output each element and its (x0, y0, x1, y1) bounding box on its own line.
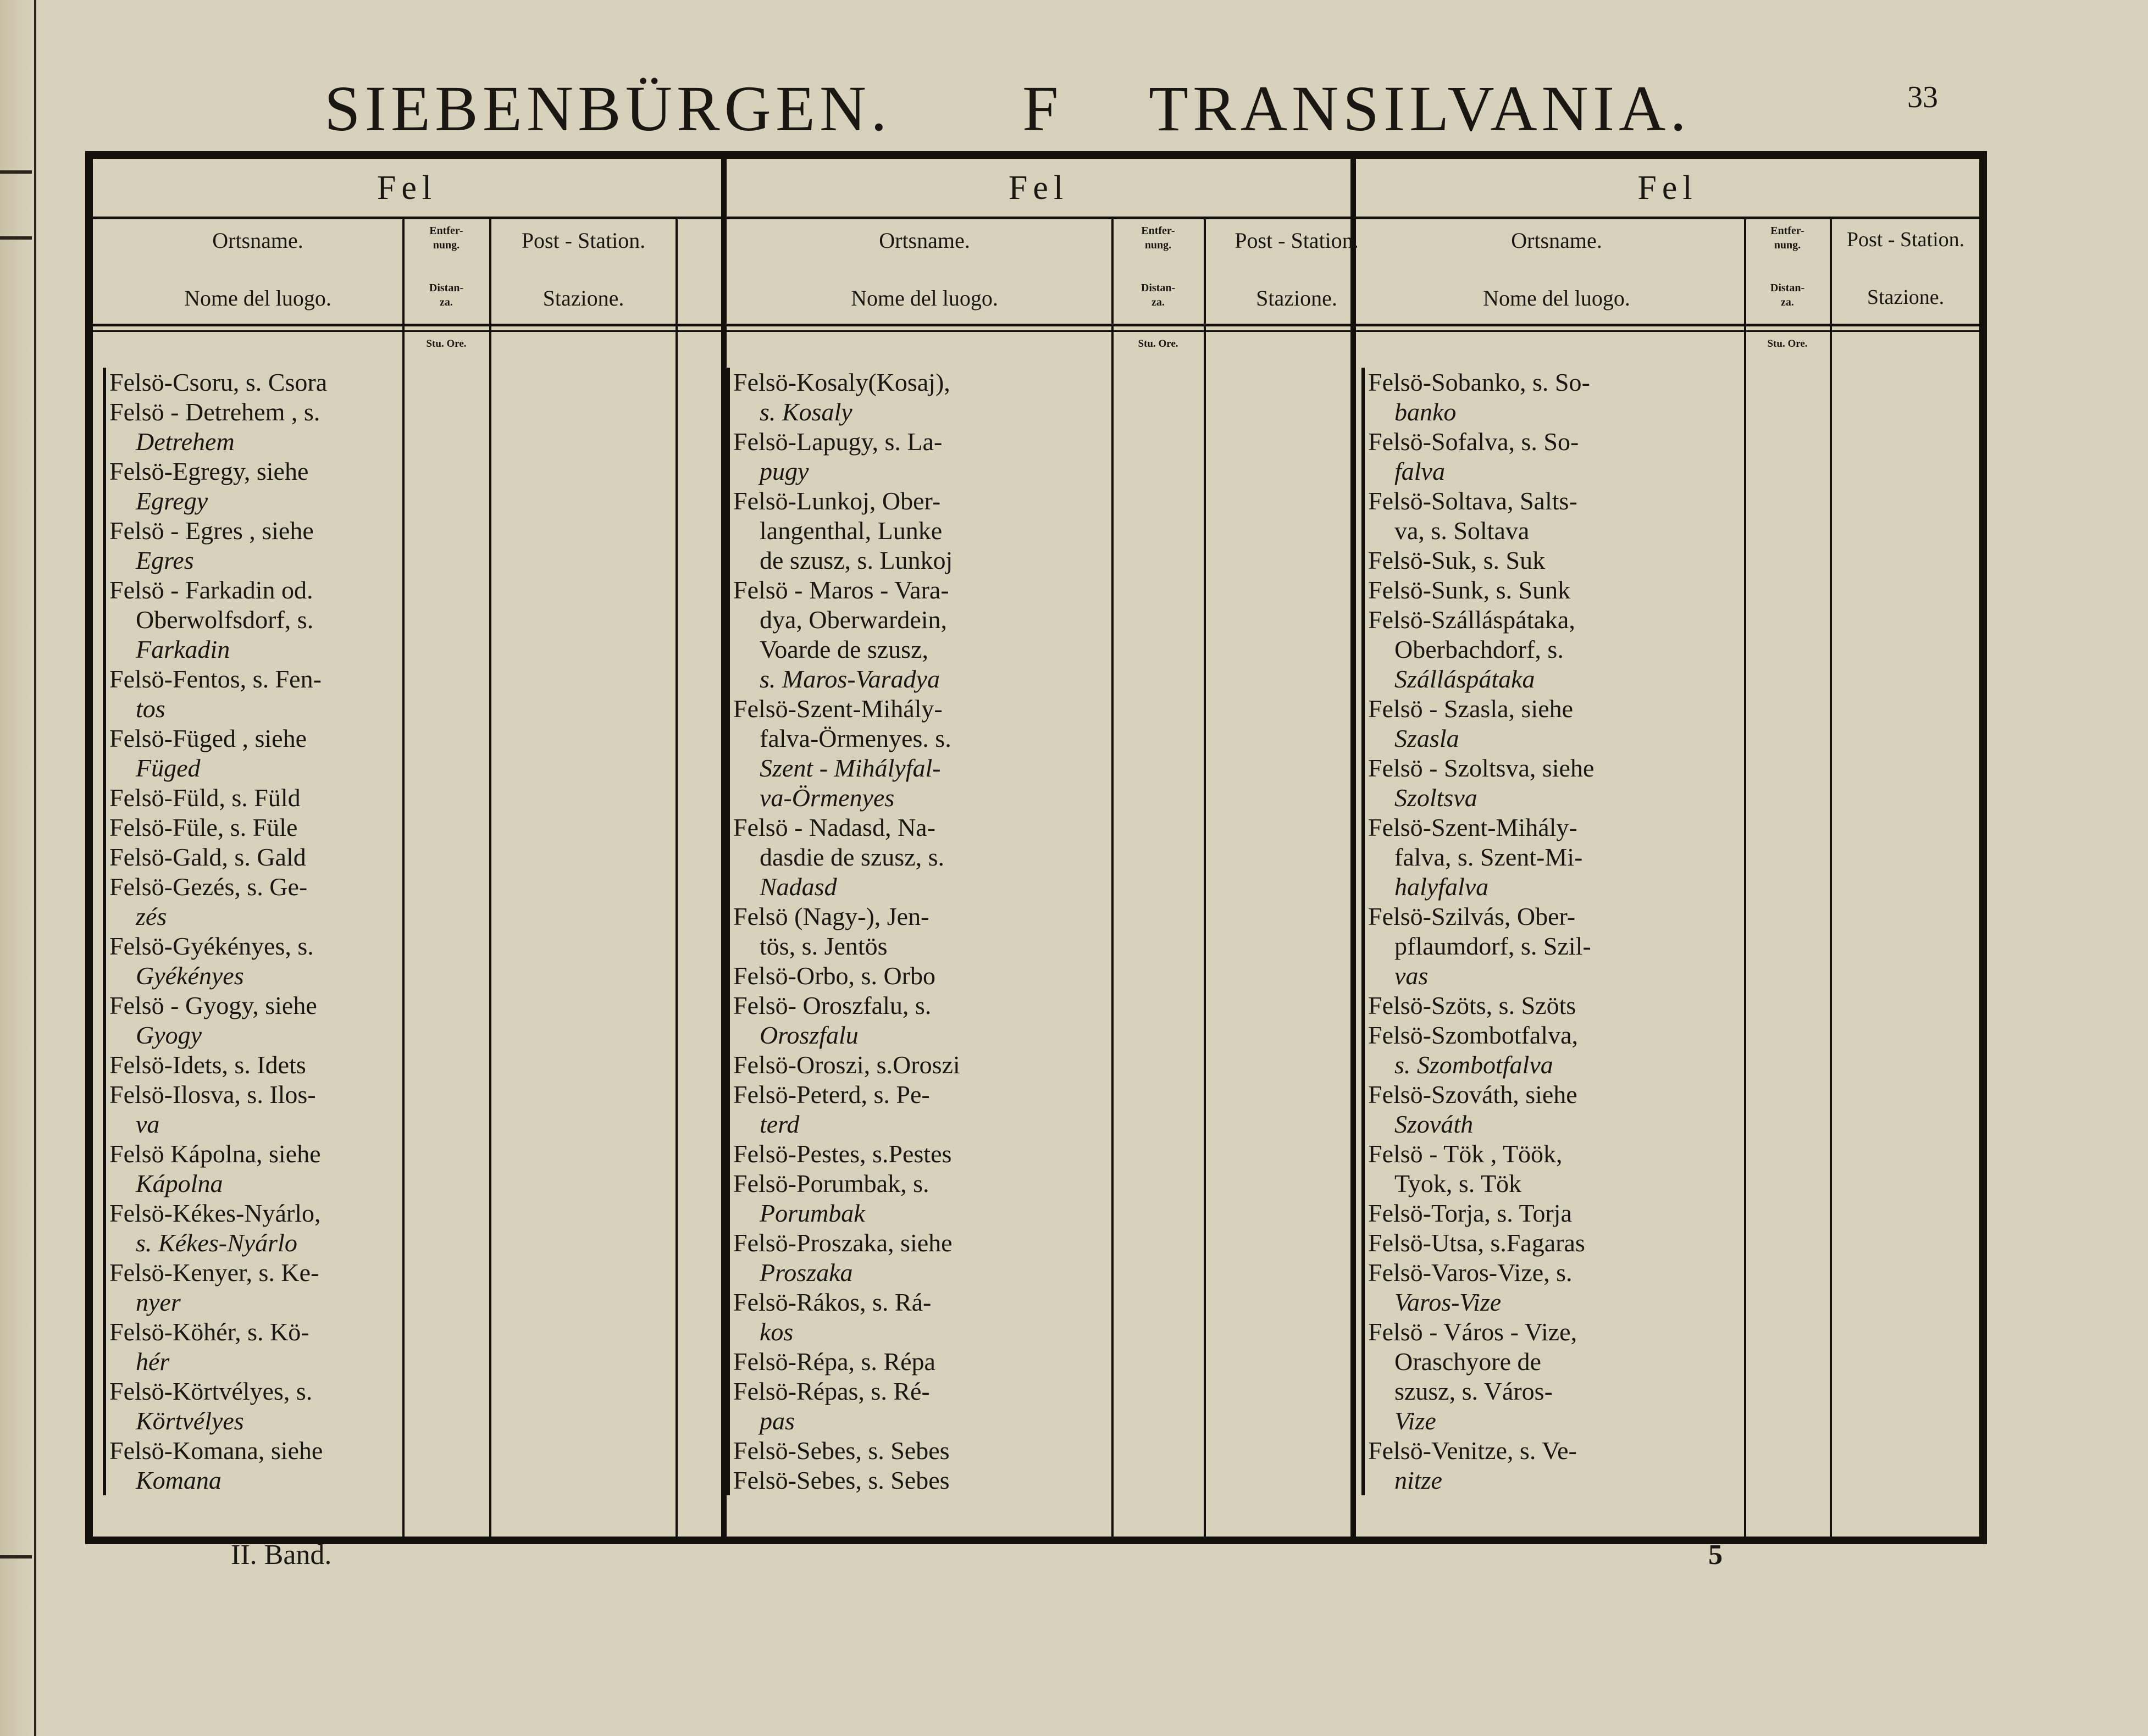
entry-line: Felsö-Komana, siehe (109, 1437, 323, 1465)
entry-line: Felsö - Szoltsva, siehe (1368, 754, 1595, 782)
header-rule (1356, 330, 1979, 332)
entry (1361, 546, 1744, 575)
entry (727, 1436, 1111, 1466)
entry-line: va-Örmenyes (760, 784, 895, 812)
entry-line: Felsö-Venitze, s. Ve- (1368, 1437, 1577, 1465)
entry-line: Nadasd (760, 873, 837, 901)
entry-line: Detrehem (136, 428, 235, 456)
entry-line: Felsö - Nadasd, Na- (733, 813, 935, 841)
entry-line: Szoltsva (1394, 784, 1477, 812)
entry-line: pas (760, 1407, 795, 1435)
column-rule (402, 217, 405, 1544)
entry (1361, 1258, 1744, 1317)
entry-line: Felsö-Oroszi, s.Oroszi (733, 1051, 960, 1079)
section-letter: Fel (1008, 169, 1069, 207)
entry-line: Felsö - Farkadin od. (109, 576, 313, 604)
entry (727, 1347, 1111, 1377)
entry-line: vas (1394, 962, 1429, 990)
entry-line: Felsö-Sofalva, s. So- (1368, 428, 1579, 456)
entry-line: s. Szombotfalva (1394, 1051, 1553, 1079)
entry-line: Proszaka (760, 1258, 853, 1286)
entry-line: Felsö-Köhér, s. Kö- (109, 1318, 309, 1346)
entry (1361, 486, 1744, 546)
entry-line: Felsö-Fentos, s. Fen- (109, 665, 322, 693)
entry-line: Felsö-Szöts, s. Szöts (1368, 991, 1576, 1019)
entry (727, 902, 1111, 961)
entry-line: Felsö-Füle, s. Füle (109, 813, 298, 841)
page-header (324, 71, 1753, 148)
header-rule (93, 330, 721, 332)
entry (727, 961, 1111, 991)
entry-line: zés (136, 902, 167, 930)
book-gutter (0, 0, 36, 1736)
col-post-station: Post - Station. (1234, 228, 1359, 253)
column-rule (1830, 217, 1832, 1544)
entry-line: Felsö-Peterd, s. Pe- (733, 1080, 930, 1108)
entry (103, 991, 402, 1050)
panel-3 (1356, 159, 1979, 1537)
entry (1361, 605, 1744, 694)
register-table (85, 151, 1987, 1544)
entry-line: Voarde de szusz, (760, 635, 928, 663)
entry (727, 1080, 1111, 1139)
col-distanza: Distan- za. (429, 282, 464, 308)
entry-line: Felsö-Pestes, s.Pestes (733, 1140, 952, 1168)
entry (1361, 1020, 1744, 1080)
entry-line: Felsö-Sunk, s. Sunk (1368, 576, 1571, 604)
entry-line: s. Kékes-Nyárlo (136, 1229, 297, 1257)
entry-line: va (136, 1110, 160, 1138)
col-nome: Nome del luogo. (851, 286, 998, 310)
stu-ore-label: Stu. Ore. (426, 338, 467, 350)
entry-line: kos (760, 1318, 794, 1346)
entry (103, 842, 402, 872)
entry-line: Varos-Vize (1394, 1288, 1502, 1316)
entry (727, 368, 1111, 427)
signature-mark: 5 (1708, 1539, 1723, 1571)
entry (103, 783, 402, 813)
entry (103, 397, 402, 457)
panel-separator (721, 159, 727, 1537)
col-entfernung: Entfer- nung. (1141, 225, 1175, 251)
entry-line: Felsö-Proszaka, siehe (733, 1229, 953, 1257)
col-entfernung: Entfer- nung. (1770, 225, 1804, 251)
entry-line: Felsö - Szasla, siehe (1368, 695, 1574, 723)
entry (727, 427, 1111, 486)
header-rule (1356, 217, 1979, 219)
entry-line: Komana (136, 1466, 222, 1494)
entry (727, 1228, 1111, 1288)
entry (103, 931, 402, 991)
entry-line: Felsö-Csoru, s. Csora (109, 368, 328, 396)
entry (103, 368, 402, 397)
entry (1361, 427, 1744, 486)
entry-line: Felsö-Egregy, siehe (109, 457, 309, 485)
column-rule (1204, 217, 1206, 1544)
entry-line: Felsö-Gald, s. Gald (109, 843, 306, 871)
entry-line: falva (1394, 457, 1445, 485)
column-rule (676, 217, 678, 1544)
entry-line: Felsö-Porumbak, s. (733, 1169, 929, 1197)
header-rule (1356, 324, 1979, 326)
entry-line: pugy (760, 457, 809, 485)
entry-line: Felsö-Varos-Vize, s. (1368, 1258, 1573, 1286)
entry (727, 1139, 1111, 1169)
entry-line: Felsö-Szováth, siehe (1368, 1080, 1577, 1108)
entry (727, 991, 1111, 1050)
entry (103, 1050, 402, 1080)
panel-1 (93, 159, 721, 1537)
col-nome: Nome del luogo. (1483, 286, 1630, 310)
stu-ore-label: Stu. Ore. (1138, 338, 1178, 350)
page-number: 33 (1907, 80, 1938, 114)
entry-line: Szent - Mihályfal- (760, 754, 941, 782)
volume-label: II. Band. (231, 1539, 332, 1571)
entry-line: Felsö-Gyékényes, s. (109, 932, 314, 960)
entry-line: Egres (136, 546, 194, 574)
entry (1361, 575, 1744, 605)
entry-line: Felsö - Egres , siehe (109, 517, 314, 545)
entry-line: Felsö-Ilosva, s. Ilos- (109, 1080, 316, 1108)
entry (727, 813, 1111, 902)
entry-line: Oberbachdorf, s. (1394, 635, 1564, 663)
entry-line: Felsö-Sebes, s. Sebes (733, 1437, 950, 1465)
entry (727, 694, 1111, 813)
entry (103, 457, 402, 516)
header-title-right: TRANSILVANIA. (1149, 73, 1691, 145)
column-rule (1111, 217, 1114, 1544)
entry (1361, 1199, 1744, 1228)
panel-separator (1350, 159, 1356, 1537)
entry-line: Felsö-Szent-Mihály- (1368, 813, 1577, 841)
column-rule (489, 217, 491, 1544)
entry-line: Felsö Kápolna, siehe (109, 1140, 321, 1168)
entry-line: Felsö-Szálláspátaka, (1368, 606, 1575, 634)
entry (103, 575, 402, 664)
entry-list (103, 368, 402, 1495)
col-stazione: Stazione. (1867, 286, 1945, 309)
entry (103, 1377, 402, 1436)
entry-line: Felsö- Oroszfalu, s. (733, 991, 932, 1019)
col-stazione: Stazione. (542, 286, 624, 310)
entry (103, 664, 402, 724)
entry-line: Felsö-Soltava, Salts- (1368, 487, 1577, 515)
entry-line: Felsö-Kosaly(Kosaj), (733, 368, 950, 396)
entry-line: Szasla (1394, 724, 1459, 752)
entry-line: Oraschyore de (1394, 1347, 1541, 1376)
entry (1361, 368, 1744, 427)
entry-line: Felsö-Szent-Mihály- (733, 695, 943, 723)
entry-line: Felsö - Város - Vize, (1368, 1318, 1577, 1346)
entry-line: Felsö-Idets, s. Idets (109, 1051, 306, 1079)
entry-list (727, 368, 1111, 1495)
gutter-mark (0, 236, 32, 240)
entry-line: Felsö-Füld, s. Füld (109, 784, 301, 812)
header-rule (727, 324, 1350, 326)
entry (103, 1258, 402, 1317)
col-post-station: Post - Station. (521, 228, 646, 253)
gutter-mark (0, 170, 32, 174)
entry-line: va, s. Soltava (1394, 517, 1530, 545)
entry (727, 1466, 1111, 1495)
entry-line: Felsö - Maros - Vara- (733, 576, 949, 604)
col-nome: Nome del luogo. (184, 286, 331, 310)
entry-line: s. Maros-Varadya (760, 665, 940, 693)
section-letter: Fel (377, 169, 438, 207)
entry (1361, 1317, 1744, 1436)
entry-line: Felsö-Kenyer, s. Ke- (109, 1258, 319, 1286)
entry (103, 1080, 402, 1139)
entry-line: tös, s. Jentös (760, 932, 888, 960)
column-rule (1744, 217, 1746, 1544)
entry-line: Felsö-Lapugy, s. La- (733, 428, 943, 456)
section-letter: Fel (1637, 169, 1698, 207)
header-rule (727, 330, 1350, 332)
entry-line: hér (136, 1347, 170, 1376)
entry-line: Felsö - Gyogy, siehe (109, 991, 317, 1019)
entry (1361, 991, 1744, 1020)
header-title-center: F (1022, 73, 1063, 145)
entry-line: Gyogy (136, 1021, 202, 1049)
entry-line: Körtvélyes (136, 1407, 244, 1435)
entry-line: Felsö-Sobanko, s. So- (1368, 368, 1590, 396)
entry-line: Oberwolfsdorf, s. (136, 606, 314, 634)
entry-line: nitze (1394, 1466, 1442, 1494)
entry-line: nyer (136, 1288, 181, 1316)
entry (727, 1377, 1111, 1436)
col-post-station: Post - Station. (1846, 228, 1965, 251)
entry (1361, 694, 1744, 753)
entry (1361, 753, 1744, 813)
stu-ore-label: Stu. Ore. (1767, 338, 1808, 350)
entry-line: Felsö-Torja, s. Torja (1368, 1199, 1572, 1227)
entry-line: Felsö-Suk, s. Suk (1368, 546, 1546, 574)
entry (1361, 1080, 1744, 1139)
entry-line: langenthal, Lunke (760, 517, 943, 545)
entry (103, 516, 402, 575)
entry-line: Felsö-Füged , siehe (109, 724, 307, 752)
entry-line: Kápolna (136, 1169, 223, 1197)
entry (103, 1317, 402, 1377)
entry (1361, 902, 1744, 991)
entry-line: Felsö-Szilvás, Ober- (1368, 902, 1576, 930)
header-rule (93, 217, 721, 219)
entry-line: falva, s. Szent-Mi- (1394, 843, 1583, 871)
entry (103, 1199, 402, 1258)
entry-line: Felsö-Orbo, s. Orbo (733, 962, 935, 990)
entry-line: pflaumdorf, s. Szil- (1394, 932, 1591, 960)
entry-line: Farkadin (136, 635, 230, 663)
entry (727, 1050, 1111, 1080)
entry-line: Gyékényes (136, 962, 244, 990)
entry-line: Vize (1394, 1407, 1436, 1435)
entry-line: de szusz, s. Lunkoj (760, 546, 953, 574)
entry-line: Felsö-Répas, s. Ré- (733, 1377, 930, 1405)
gutter-mark (0, 1555, 32, 1558)
entry (103, 724, 402, 783)
header-title-left: SIEBENBÜRGEN. (324, 73, 892, 145)
entry-line: Felsö-Körtvélyes, s. (109, 1377, 313, 1405)
entry-line: Porumbak (760, 1199, 865, 1227)
entry (727, 1169, 1111, 1228)
entry (103, 1139, 402, 1199)
entry (727, 575, 1111, 694)
entry-line: Felsö-Lunkoj, Ober- (733, 487, 941, 515)
entry (727, 1288, 1111, 1347)
col-ortsname: Ortsname. (1511, 228, 1602, 253)
entry-line: banko (1394, 398, 1457, 426)
entry-line: terd (760, 1110, 800, 1138)
entry-line: dasdie de szusz, s. (760, 843, 944, 871)
entry (1361, 1436, 1744, 1495)
entry (1361, 1228, 1744, 1258)
entry-line: Felsö-Kékes-Nyárlo, (109, 1199, 321, 1227)
entry (1361, 813, 1744, 902)
col-distanza: Distan- za. (1141, 282, 1176, 308)
col-entfernung: Entfer- nung. (429, 225, 463, 251)
entry-line: Felsö - Detrehem , s. (109, 398, 320, 426)
entry-line: szusz, s. Város- (1394, 1377, 1553, 1405)
entry-line: Egregy (136, 487, 208, 515)
entry-line: Szováth (1394, 1110, 1474, 1138)
entry (727, 486, 1111, 575)
panel-2 (727, 159, 1359, 1537)
entry-line: Felsö-Rákos, s. Rá- (733, 1288, 932, 1316)
entry-line: dya, Oberwardein, (760, 606, 948, 634)
entry-line: Felsö - Tök , Töök, (1368, 1140, 1563, 1168)
entry-line: falva-Örmenyes. s. (760, 724, 951, 752)
header-rule (93, 324, 721, 326)
entry-line: Felsö-Répa, s. Répa (733, 1347, 935, 1376)
header-rule (727, 217, 1350, 219)
entry (1361, 1139, 1744, 1199)
entry-line: Tyok, s. Tök (1394, 1169, 1522, 1197)
entry-line: Oroszfalu (760, 1021, 859, 1049)
entry-line: Felsö-Utsa, s.Fagaras (1368, 1229, 1585, 1257)
col-stazione: Stazione. (1256, 286, 1337, 310)
entry (103, 1436, 402, 1495)
entry-line: Felsö-Sebes, s. Sebes (733, 1466, 950, 1494)
entry-line: Felsö (Nagy-), Jen- (733, 902, 929, 930)
entry-line: tos (136, 695, 165, 723)
entry-line: halyfalva (1394, 873, 1489, 901)
col-distanza: Distan- za. (1770, 282, 1805, 308)
entry-line: s. Kosaly (760, 398, 852, 426)
col-ortsname: Ortsname. (212, 228, 303, 253)
entry-line: Szálláspátaka (1394, 665, 1535, 693)
entry-line: Füged (136, 754, 201, 782)
entry-line: Felsö-Gezés, s. Ge- (109, 873, 308, 901)
col-ortsname: Ortsname. (879, 228, 970, 253)
entry (103, 872, 402, 931)
entry-list (1361, 368, 1744, 1495)
entry (103, 813, 402, 842)
entry-line: Felsö-Szombotfalva, (1368, 1021, 1578, 1049)
